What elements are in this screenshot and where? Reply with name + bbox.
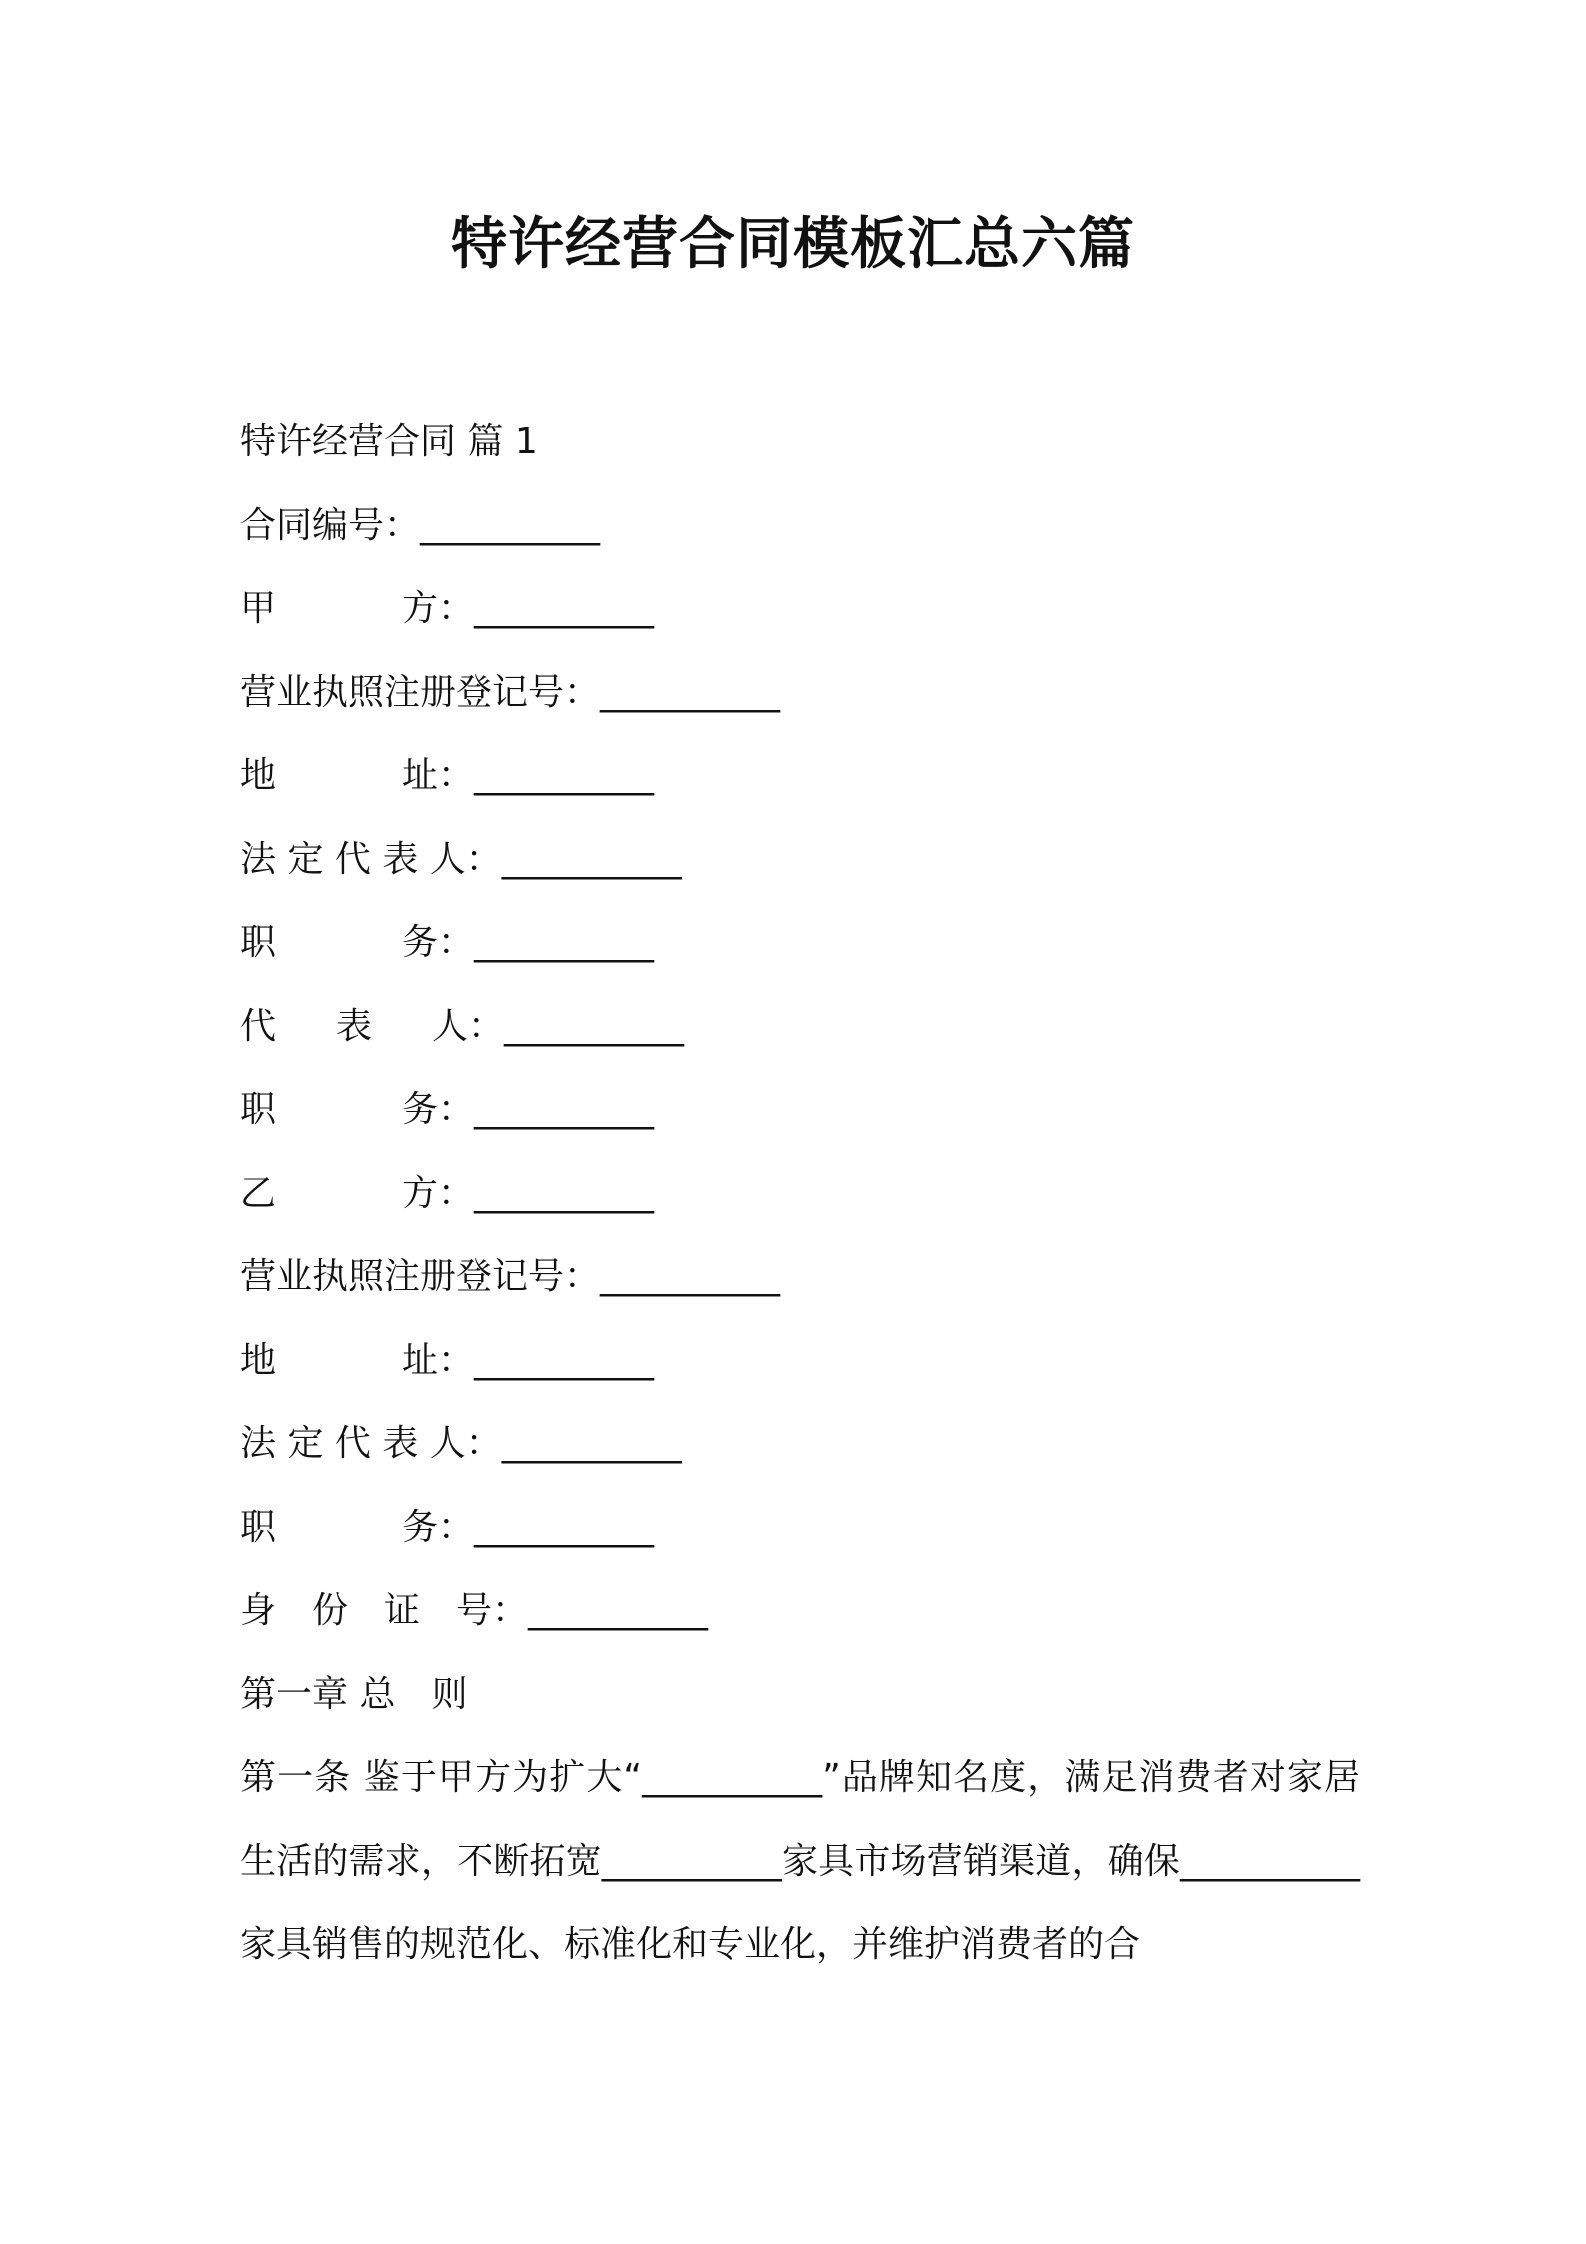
legal-representative-b-field: 法 定 代 表 人：__________ xyxy=(240,1423,682,1464)
address-a-value: 址：__________ xyxy=(402,755,655,796)
address-a-field xyxy=(240,734,1360,818)
representative-label-2: 表 xyxy=(336,1005,373,1047)
chapter-heading: 第一章 总 则 xyxy=(240,1673,468,1715)
party-a-field xyxy=(240,567,1360,651)
license-number-b-field: 营业执照注册登记号：__________ xyxy=(240,1256,781,1297)
position-a1-value: 务：__________ xyxy=(402,922,655,963)
address-b-field xyxy=(240,1319,1360,1403)
address-b-value: 址：__________ xyxy=(402,1339,655,1381)
party-a-value: 方：__________ xyxy=(402,588,655,629)
address-a-label: 地 xyxy=(240,755,277,796)
party-a-label: 甲 xyxy=(240,588,277,629)
party-b-value: 方：__________ xyxy=(402,1172,655,1214)
article-paragraph: 第一条 鉴于甲方为扩大“__________”品牌知名度，满足消费者对家居生活的需求，不断拓宽__________家具市场营销渠道，确保__________家具销售的规范化、标准化和专业化，并维护消费者的合 xyxy=(240,1757,1360,1965)
document-title: 特许经营合同模板汇总六篇 xyxy=(451,212,1135,277)
position-b-field xyxy=(240,1486,1360,1570)
position-a1-field xyxy=(240,901,1360,985)
position-a1-label: 职 xyxy=(240,922,277,963)
position-b-label: 职 xyxy=(240,1506,277,1548)
representative-label-1: 代 xyxy=(240,1005,277,1047)
document-body xyxy=(240,400,1360,1987)
contract-number-field: 合同编号：__________ xyxy=(240,504,601,546)
position-a2-value: 务：__________ xyxy=(402,1089,655,1130)
legal-representative-a-field: 法 定 代 表 人：__________ xyxy=(240,838,682,880)
representative-value: 人：__________ xyxy=(432,1005,685,1047)
id-number-field: 身 份 证 号：__________ xyxy=(240,1590,709,1631)
party-b-field xyxy=(240,1152,1360,1236)
position-a2-field xyxy=(240,1068,1360,1152)
party-b-label: 乙 xyxy=(240,1172,277,1214)
contract-heading: 特许经营合同 篇 1 xyxy=(240,421,538,462)
position-b-value: 务：__________ xyxy=(402,1506,655,1548)
address-b-label: 地 xyxy=(240,1339,277,1381)
representative-field xyxy=(240,985,1360,1069)
position-a2-label: 职 xyxy=(240,1089,277,1130)
license-number-a-field: 营业执照注册登记号：__________ xyxy=(240,671,781,713)
